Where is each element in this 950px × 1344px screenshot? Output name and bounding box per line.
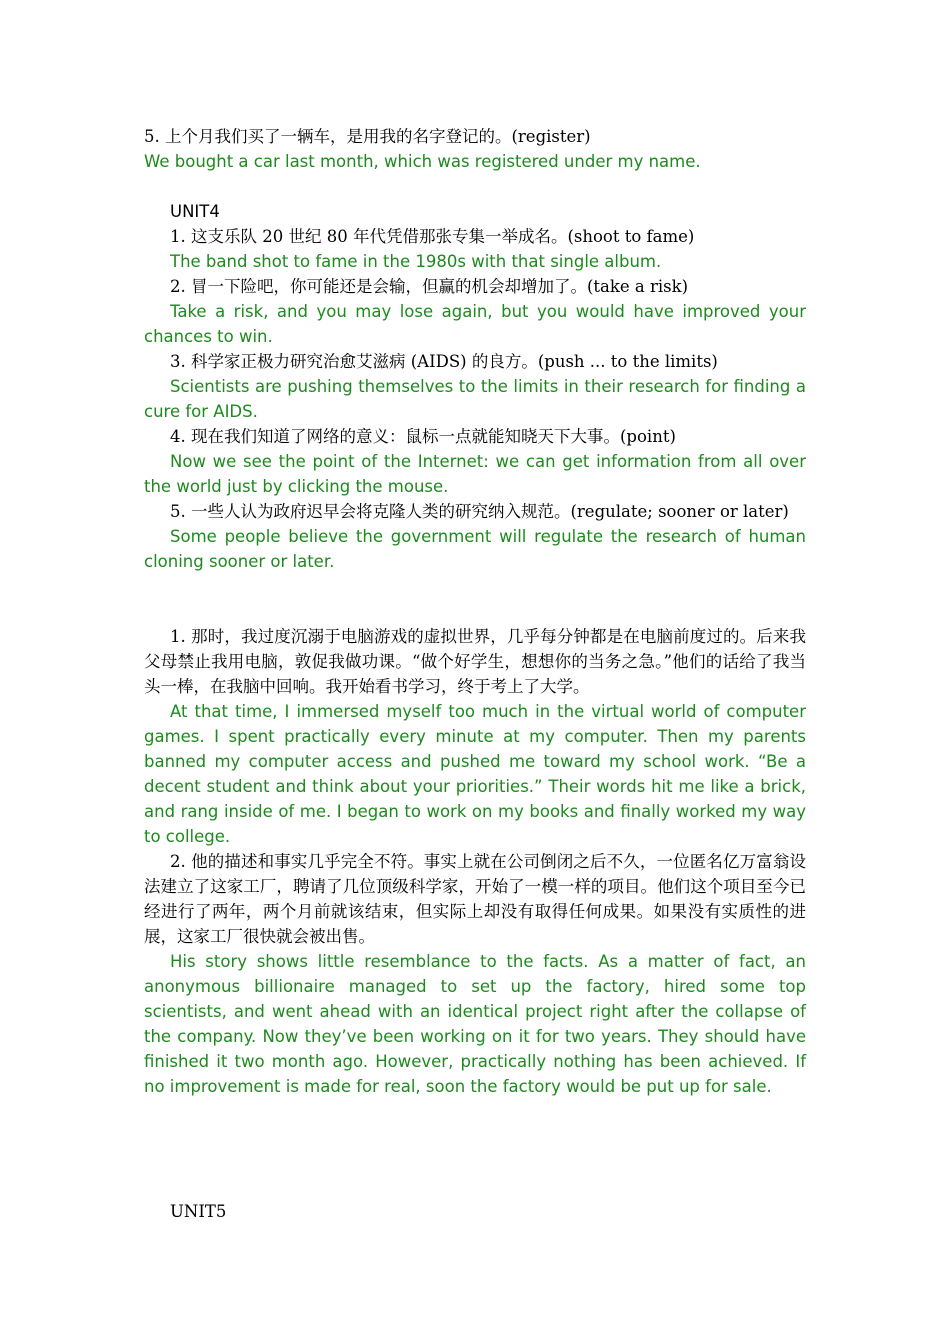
spacer xyxy=(144,1149,806,1174)
spacer xyxy=(144,1099,806,1124)
passage2-prompt: 2. 他的描述和事实几乎完全不符。事实上就在公司倒闭之后不久，一位匿名亿万富翁设法建立了这家工厂，聘请了几位顶级科学家，开始了一模一样的项目。他们这个项目至今已经进行了两年，两个月前就该结束，但实际上却没有取得任何成果。如果没有实质性的进展，这家工厂很快就会被出售。 xyxy=(144,852,806,946)
unit4-item1-prompt: 1. 这支乐队 20 世纪 80 年代凭借那张专集一举成名。(shoot to fame) xyxy=(170,227,695,246)
unit4-item4-answer: Now we see the point of the Internet: we can get information from all over the world just by clicking the mouse. xyxy=(144,452,806,496)
spacer xyxy=(144,574,806,599)
spacer xyxy=(144,174,806,199)
section1-item5-answer: We bought a car last month, which was registered under my name. xyxy=(144,152,701,171)
unit4-item2-answer: Take a risk, and you may lose again, but you would have improved your chances to win. xyxy=(144,302,806,346)
document-body xyxy=(144,124,806,1224)
unit4-item5-prompt: 5. 一些人认为政府迟早会将克隆人类的研究纳入规范。(regulate; sooner or later) xyxy=(170,502,789,521)
unit4-item4-prompt: 4. 现在我们知道了网络的意义：鼠标一点就能知晓天下大事。(point) xyxy=(170,427,676,446)
passage1-prompt: 1. 那时，我过度沉溺于电脑游戏的虚拟世界，几乎每分钟都是在电脑前度过的。后来我父母禁止我用电脑，敦促我做功课。“做个好学生，想想你的当务之急。”他们的话给了我当头一棒，在我脑中回响。我开始看书学习，终于考上了大学。 xyxy=(144,627,806,696)
passage2-answer: His story shows little resemblance to the facts. As a matter of fact, an anonymous billionaire managed to set up the factory, hired some top scientists, and went ahead with an identical project right after the collapse of the company. Now they’ve been working on it for two years. They should have finished it two month ago. However, practically nothing has been achieved. If no improvement is made for real, soon the factory would be put up for sale. xyxy=(144,952,806,1096)
spacer xyxy=(144,1124,806,1149)
unit4-item3-answer: Scientists are pushing themselves to the limits in their research for finding a cure for AIDS. xyxy=(144,377,806,421)
unit4-item1-answer: The band shot to fame in the 1980s with that single album. xyxy=(170,252,662,271)
unit4-item5-answer: Some people believe the government will regulate the research of human cloning sooner or later. xyxy=(144,527,806,571)
unit5-heading: UNIT5 xyxy=(170,1202,227,1221)
unit4-heading: UNIT4 xyxy=(170,202,220,221)
unit4-item3-prompt: 3. 科学家正极力研究治愈艾滋病 (AIDS) 的良方。(push ... to the limits) xyxy=(170,352,718,371)
passage1-answer: At that time, I immersed myself too much in the virtual world of computer games. I spent practically every minute at my computer. Then my parents banned my computer access and pushed me toward my school work. “Be a decent student and think about your priorities.” Their words hit me like a brick, and rang inside of me. I began to work on my books and finally worked my way to college. xyxy=(144,702,806,846)
section1-item5-prompt: 5. 上个月我们买了一辆车，是用我的名字登记的。(register) xyxy=(144,127,591,146)
spacer xyxy=(144,599,806,624)
unit4-item2-prompt: 2. 冒一下险吧，你可能还是会输，但赢的机会却增加了。(take a risk) xyxy=(170,277,689,296)
spacer xyxy=(144,1174,806,1199)
